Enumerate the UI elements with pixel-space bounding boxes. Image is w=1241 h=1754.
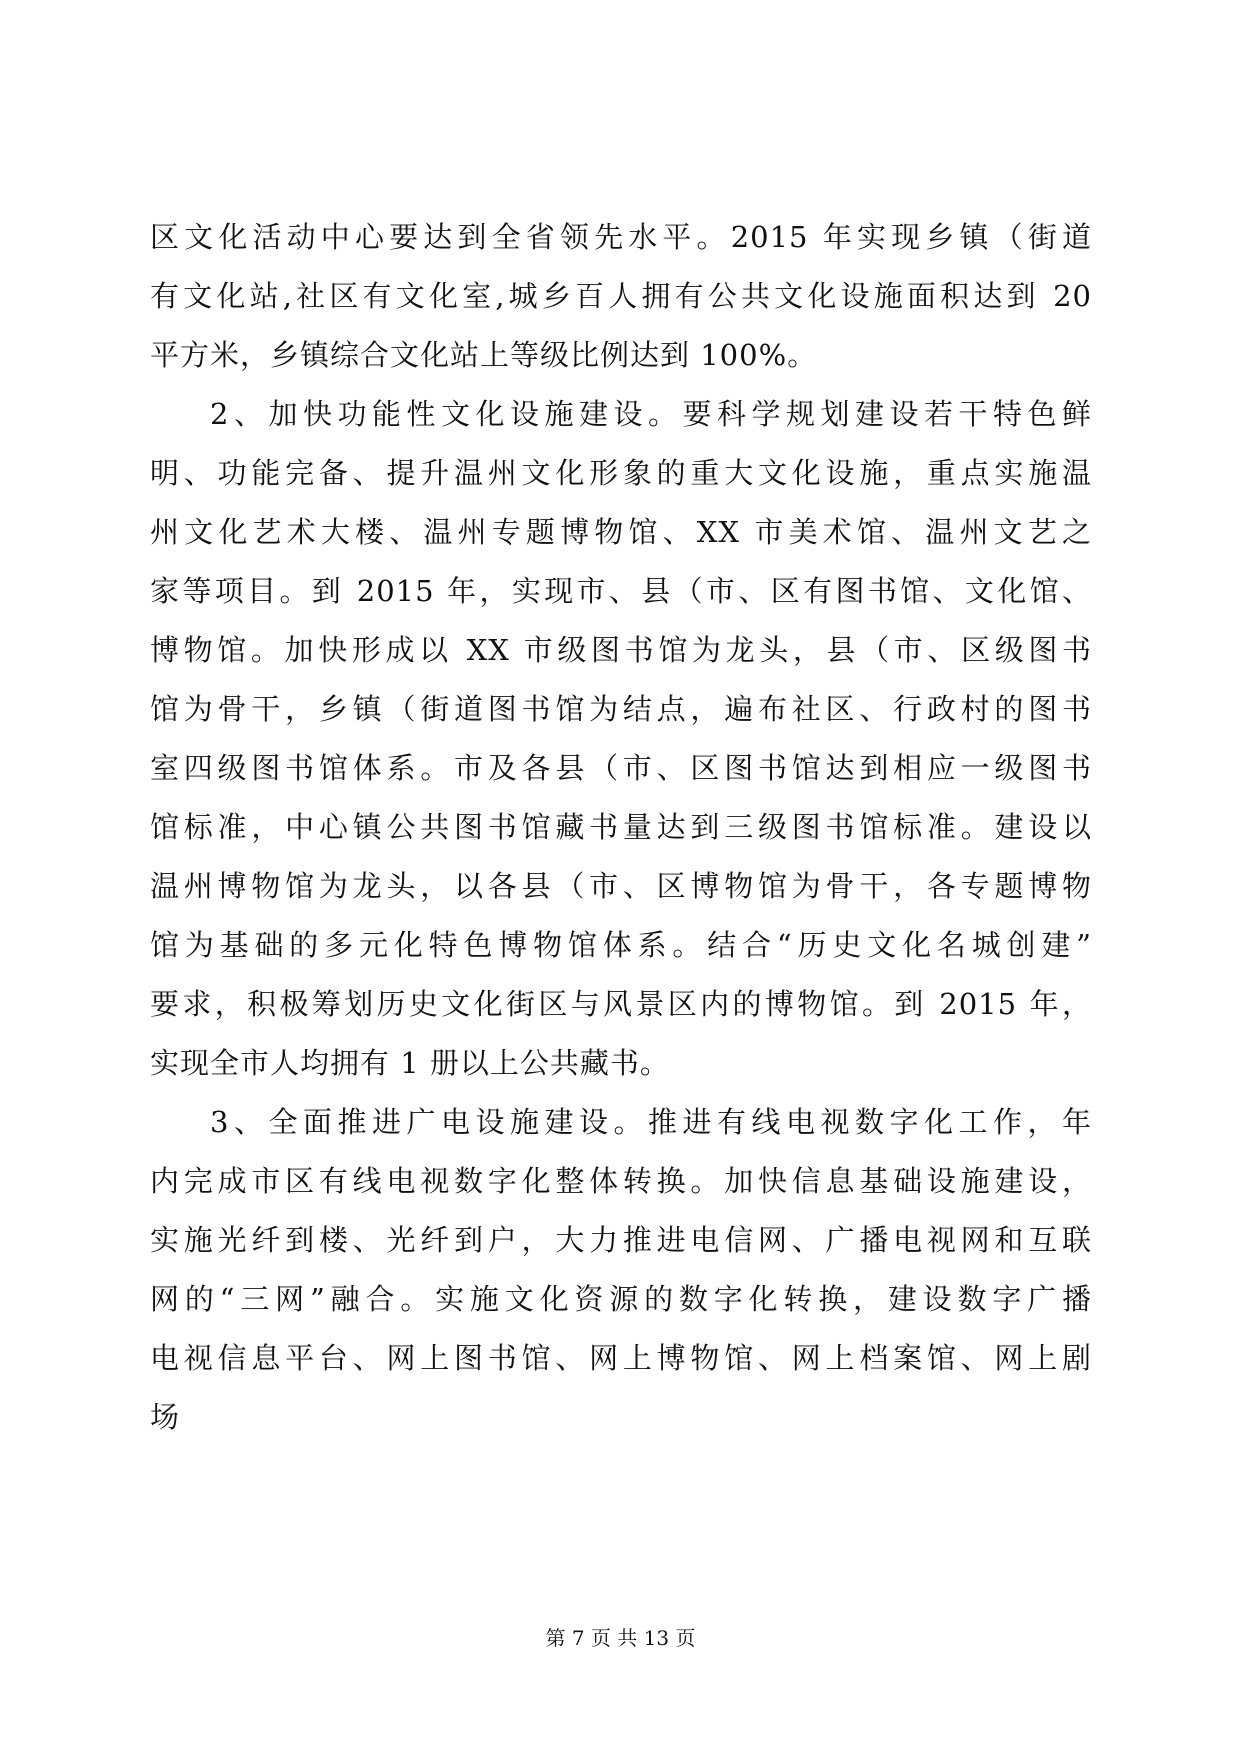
text-line: 电视信息平台、网上图书馆、网上博物馆、网上档案馆、网上剧 <box>150 1341 1092 1375</box>
paragraph <box>150 385 1092 1093</box>
text-line: 室四级图书馆体系。市及各县（市、区图书馆达到相应一级图书 <box>150 751 1092 785</box>
text-line: 要求，积极筹划历史文化街区与风景区内的博物馆。到 2015 年， <box>150 987 1092 1021</box>
text-line: 州文化艺术大楼、温州专题博物馆、XX 市美术馆、温州文艺之 <box>150 515 1092 549</box>
text-line: 实现全市人均拥有 1 册以上公共藏书。 <box>150 1046 670 1080</box>
text-line: 馆标准，中心镇公共图书馆藏书量达到三级图书馆标准。建设以 <box>150 810 1092 844</box>
text-line: 有文化站,社区有文化室,城乡百人拥有公共文化设施面积达到 20 <box>150 279 1092 313</box>
text-line: 区文化活动中心要达到全省领先水平。2015 年实现乡镇（街道 <box>150 220 1092 254</box>
text-line: 家等项目。到 2015 年，实现市、县（市、区有图书馆、文化馆、 <box>150 574 1092 608</box>
text-line: 场 <box>150 1400 181 1434</box>
text-line: 内完成市区有线电视数字化整体转换。加快信息基础设施建设， <box>150 1164 1092 1198</box>
text-line: 温州博物馆为龙头，以各县（市、区博物馆为骨干，各专题博物 <box>150 869 1092 903</box>
text-line: 网的“三网”融合。实施文化资源的数字化转换，建设数字广播 <box>150 1282 1092 1316</box>
text-line: 馆为基础的多元化特色博物馆体系。结合“历史文化名城创建” <box>150 928 1092 962</box>
text-line: 2、加快功能性文化设施建设。要科学规划建设若干特色鲜 <box>210 397 1092 431</box>
text-line: 平方米，乡镇综合文化站上等级比例达到 100%。 <box>150 338 818 372</box>
text-line: 3、全面推进广电设施建设。推进有线电视数字化工作，年 <box>210 1105 1092 1139</box>
text-line: 实施光纤到楼、光纤到户，大力推进电信网、广播电视网和互联 <box>150 1223 1092 1257</box>
document-body <box>150 208 1092 1447</box>
text-line: 博物馆。加快形成以 XX 市级图书馆为龙头，县（市、区级图书 <box>150 633 1092 667</box>
paragraph <box>150 1093 1092 1447</box>
paragraph <box>150 208 1092 385</box>
text-line: 明、功能完备、提升温州文化形象的重大文化设施，重点实施温 <box>150 456 1092 490</box>
text-line: 馆为骨干，乡镇（街道图书馆为结点，遍布社区、行政村的图书 <box>150 692 1092 726</box>
page-footer: 第 7 页 共 13 页 <box>545 1626 696 1650</box>
